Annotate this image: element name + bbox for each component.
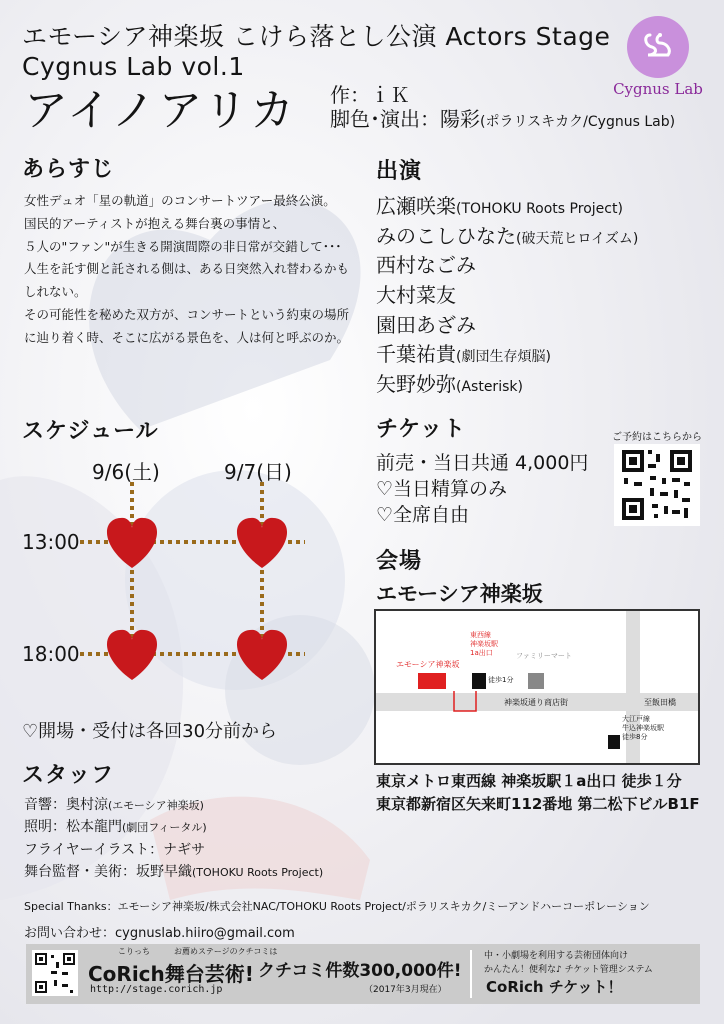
map-station-name: 神楽坂駅 xyxy=(470,640,498,648)
staff-item xyxy=(24,861,323,883)
cast-affiliation: (Asterisk) xyxy=(456,379,523,396)
cast-name: 矢野妙弥 xyxy=(376,372,456,397)
play-title: アイノアリカ xyxy=(24,85,298,136)
time-label-1: 13:00 xyxy=(22,530,80,554)
date-label-2: 9/7(日) xyxy=(224,460,292,484)
cast-name: 大村菜友 xyxy=(376,283,456,308)
corich-top-text: お薦めステージのクチコミは xyxy=(174,947,278,956)
staff-item xyxy=(24,816,323,838)
staff-heading: スタッフ xyxy=(22,763,115,788)
director-credit xyxy=(330,106,675,135)
time-label-2: 18:00 xyxy=(22,642,80,666)
ticket-heading: チケット xyxy=(376,417,467,442)
synopsis-line: しれない。 xyxy=(24,284,87,300)
synopsis-heading: あらすじ xyxy=(22,157,115,182)
map-station-exit: 1a出口 xyxy=(470,649,493,657)
map-station-label xyxy=(470,631,498,658)
synopsis-line: ５人の"ファン"が生きる開演間際の非日常が交錯して･･･ xyxy=(24,238,342,254)
corich-kana: こりっち xyxy=(118,947,150,956)
venue-map[interactable] xyxy=(374,609,700,765)
map-oedo-label xyxy=(622,715,664,742)
cast-heading: 出演 xyxy=(376,159,423,184)
staff-affiliation: (TOHOKU Roots Project) xyxy=(192,866,324,880)
cast-affiliation: (TOHOKU Roots Project) xyxy=(456,201,623,217)
staff-role: 舞台監督・美術：坂野早織 xyxy=(24,864,192,881)
synopsis-line: その可能性を秘めた双方が、コンサートという約束の場所 xyxy=(24,306,350,322)
staff-role: 照明：松本龍門 xyxy=(24,819,122,836)
map-walk-label: 徒歩1分 xyxy=(488,676,514,684)
corich-logo: CoRich舞台芸術! xyxy=(88,962,254,986)
synopsis-line: 人生を託す側と託される側は、ある日突然入れ替わるかも xyxy=(24,261,350,277)
staff-affiliation: (エモーシア神楽坂) xyxy=(108,799,204,812)
schedule-grid xyxy=(80,482,310,692)
map-venue-label: エモーシア神楽坂 xyxy=(396,660,460,669)
synopsis-line: 女性デュオ「星の軌道」のコンサートツアー最終公演。 xyxy=(24,193,336,208)
cast-member xyxy=(376,340,638,370)
contact-email[interactable]: お問い合わせ：cygnuslab.hiiro@gmail.com xyxy=(24,926,295,941)
review-count: クチコミ件数300,000件! xyxy=(258,961,462,981)
cast-member xyxy=(376,251,638,281)
cast-member xyxy=(376,370,638,400)
cast-name: 西村なごみ xyxy=(376,253,476,278)
corich-url[interactable]: http://stage.corich.jp xyxy=(90,984,223,995)
staff-affiliation: (劇団フィータル) xyxy=(122,821,207,835)
staff-item xyxy=(24,794,323,816)
corich-qr-code[interactable] xyxy=(32,950,78,996)
map-oedo-walk: 徒歩8分 xyxy=(622,733,648,741)
map-station-line: 東西線 xyxy=(470,631,491,639)
logo-text: Cygnus Lab xyxy=(613,80,703,98)
corich-banner[interactable] xyxy=(26,944,700,1004)
ticket-info xyxy=(376,450,588,528)
venue-heading: 会場 xyxy=(376,549,423,574)
corich-ticket-logo: CoRich チケット！ xyxy=(486,978,623,996)
cast-name: 千葉祐貴 xyxy=(376,342,456,367)
synopsis-line: 国民的アーティストが抱える舞台裏の事情と、 xyxy=(24,215,286,231)
cast-name: 広瀬咲楽 xyxy=(376,194,456,218)
map-familymart: ファミリーマート xyxy=(516,652,572,660)
reserve-label: ご予約はこちらから xyxy=(612,432,702,443)
ticket-note-1: ♡当日精算のみ xyxy=(376,478,508,500)
event-subtitle-line2: Cygnus Lab vol.1 xyxy=(22,52,245,81)
map-street-label: 神楽坂通り商店街 xyxy=(504,698,568,707)
director-name: 脚色･演出：陽彩 xyxy=(330,107,480,131)
cast-name: みのこしひなた xyxy=(376,223,516,248)
ticket-price: 前売・当日共通 4,000円 xyxy=(376,452,589,474)
reservation-qr-code[interactable] xyxy=(614,444,700,526)
cygnus-lab-logo xyxy=(608,16,708,98)
staff-role: フライヤーイラスト：ナギサ xyxy=(24,841,206,858)
venue-access: 東京メトロ東西線 神楽坂駅１a出口 徒歩１分 xyxy=(376,772,682,790)
ticket-system-desc-2: かんたん！便利な♪ チケット管理システム xyxy=(484,965,653,975)
staff-list xyxy=(24,794,323,884)
cast-list xyxy=(376,192,638,400)
cast-member xyxy=(376,222,638,252)
cast-affiliation: (劇団生存煩脳) xyxy=(456,349,551,366)
synopsis-line: に辿り着く時、そこに広がる景色を、人は何と呼ぶのか。 xyxy=(24,329,350,345)
staff-item xyxy=(24,839,323,861)
cast-member xyxy=(376,311,638,341)
cast-member xyxy=(376,281,638,311)
venue-address: 東京都新宿区矢来町112番地 第二松下ビルB1F xyxy=(376,795,700,813)
venue-name: エモーシア神楽坂 xyxy=(376,582,543,606)
banner-divider xyxy=(470,950,472,998)
review-count-note: （2017年3月現在） xyxy=(364,985,447,995)
synopsis-text xyxy=(24,190,362,350)
staff-role: 音響：奥村涼 xyxy=(24,797,108,813)
cast-member xyxy=(376,192,638,222)
swan-icon xyxy=(627,16,689,78)
ticket-system-desc-1: 中・小劇場を利用する芸術団体向け xyxy=(484,951,629,961)
schedule-note: ♡開場・受付は各回30分前から xyxy=(22,721,278,742)
cast-name: 園田あざみ xyxy=(376,312,476,337)
date-label-1: 9/6(土) xyxy=(92,460,160,484)
special-thanks: Special Thanks：エモーシア神楽坂/株式会社NAC/TOHOKU Roots Project/ポラリスキカク/ミーアンドハーコーポレーション xyxy=(24,900,650,913)
schedule-heading: スケジュール xyxy=(22,419,159,444)
author-credit: 作：ｉＫ xyxy=(330,83,410,107)
map-oedo-line: 大江戸線 xyxy=(622,715,650,723)
cast-affiliation: (破天荒ヒロイズム) xyxy=(516,230,639,247)
director-affiliation: (ポラリスキカク/Cygnus Lab) xyxy=(480,114,676,130)
map-bridge-label: 至飯田橋 xyxy=(644,698,676,707)
event-subtitle-line1: エモーシア神楽坂 こけら落とし公演 Actors Stage xyxy=(22,22,611,51)
ticket-note-2: ♡全席自由 xyxy=(376,504,470,526)
map-oedo-station: 牛込神楽坂駅 xyxy=(622,724,664,732)
